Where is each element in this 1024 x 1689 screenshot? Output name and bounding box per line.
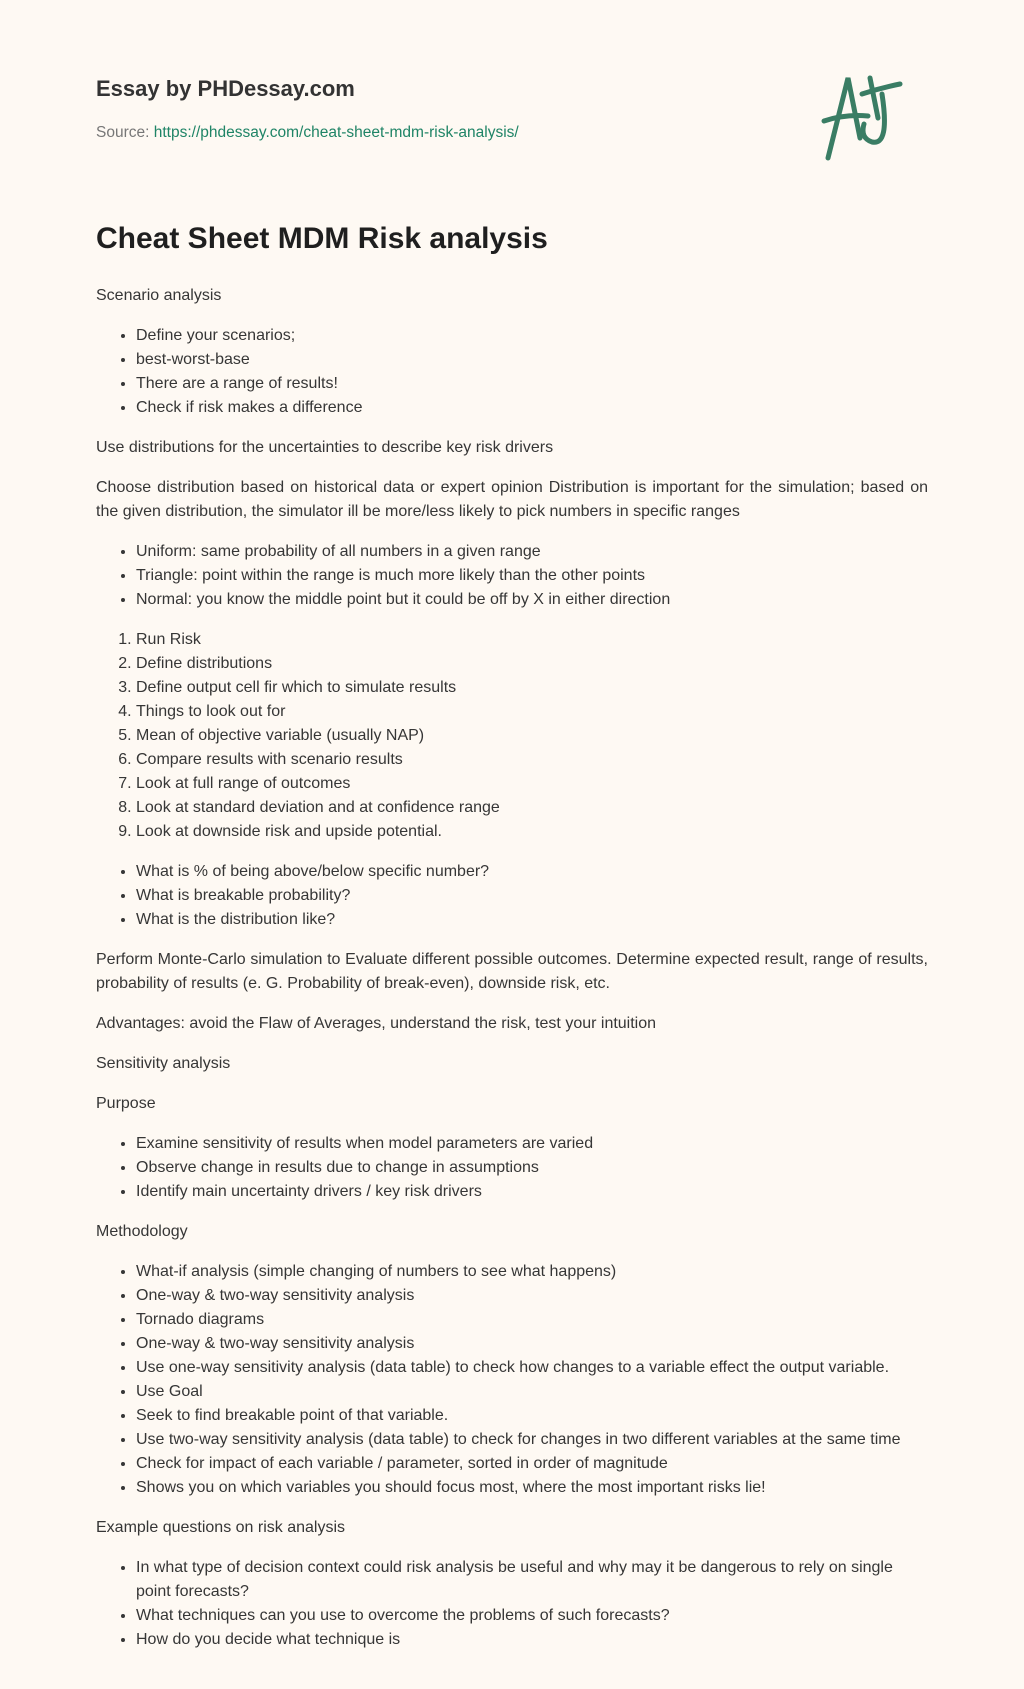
list-item: 3. Define output cell fir which to simulate results: [136, 676, 928, 700]
list-item: • Uniform: same probability of all numbers in a given range: [136, 540, 928, 564]
list-item: • Check for impact of each variable / parameter, sorted in order of magnitude: [136, 1452, 928, 1476]
page-header: [0, 0, 1024, 200]
list-item: • Check if risk makes a difference: [136, 396, 928, 420]
list-item: • What techniques can you use to overcome the problems of such forecasts?: [136, 1604, 928, 1628]
list-item: • Examine sensitivity of results when model parameters are varied: [136, 1132, 928, 1156]
list-item: • Triangle: point within the range is much more likely than the other points: [136, 564, 928, 588]
list-item: • One-way & two-way sensitivity analysis: [136, 1284, 928, 1308]
list-item: • There are a range of results!: [136, 372, 928, 396]
paragraph: Use distributions for the uncertainties to describe key risk drivers: [96, 439, 554, 456]
paragraph: Advantages: avoid the Flaw of Averages, understand the risk, test your intuition: [96, 1015, 657, 1032]
list-item: 9. Look at downside risk and upside potential.: [136, 820, 928, 844]
list-item: • Tornado diagrams: [136, 1308, 928, 1332]
source-link[interactable]: https://phdessay.com/cheat-sheet-mdm-risk-analysis/: [153, 124, 519, 141]
list-item: • Normal: you know the middle point but it could be off by X in either direction: [136, 588, 928, 612]
site-brand: Essay by PHDessay.com: [96, 76, 355, 101]
list-item: • Identify main uncertainty drivers / key risk drivers: [136, 1180, 928, 1204]
list-item: • Define your scenarios;: [136, 324, 928, 348]
paragraph: Perform Monte-Carlo simulation to Evaluate different possible outcomes. Determine expected result, range of results, probability of results (e. G. Probability of break-even), downside risk, etc.: [96, 951, 928, 992]
page-title: Cheat Sheet MDM Risk analysis: [96, 222, 548, 255]
list-item: 5. Mean of objective variable (usually NAP): [136, 724, 928, 748]
list-item: • What is breakable probability?: [136, 884, 928, 908]
list-item: • In what type of decision context could risk analysis be useful and why may it be dangerous to rely on single point forecasts?: [136, 1556, 928, 1604]
list-item: • What-if analysis (simple changing of numbers to see what happens): [136, 1260, 928, 1284]
list-item: • Use two-way sensitivity analysis (data table) to check for changes in two different variables at the same time: [136, 1428, 928, 1452]
list-item: • What is the distribution like?: [136, 908, 928, 932]
numbered-list: [96, 628, 928, 844]
list-item: • best-worst-base: [136, 348, 928, 372]
paragraph: Example questions on risk analysis: [96, 1519, 346, 1536]
source-line: [96, 124, 519, 142]
bullet-list: [96, 1556, 928, 1652]
list-item: • One-way & two-way sensitivity analysis: [136, 1332, 928, 1356]
list-item: • Use Goal: [136, 1380, 928, 1404]
paragraph: Choose distribution based on historical data or expert opinion Distribution is important for the simulation; based on the given distribution, the simulator ill be more/less likely to pick numbers in specific ranges: [96, 479, 928, 520]
bullet-list: [96, 540, 928, 612]
list-item: • What is % of being above/below specific number?: [136, 860, 928, 884]
list-item: • Use one-way sensitivity analysis (data table) to check how changes to a variable effect the output variable.: [136, 1356, 928, 1380]
list-item: 7. Look at full range of outcomes: [136, 772, 928, 796]
paragraph: Purpose: [96, 1095, 156, 1112]
bullet-list: [96, 1132, 928, 1204]
bullet-list: [96, 860, 928, 932]
list-item: 6. Compare results with scenario results: [136, 748, 928, 772]
essay-content: [96, 222, 928, 1668]
list-item: • Observe change in results due to change in assumptions: [136, 1156, 928, 1180]
list-item: 8. Look at standard deviation and at confidence range: [136, 796, 928, 820]
bullet-list: [96, 324, 928, 420]
list-item: • How do you decide what technique is: [136, 1628, 928, 1652]
paragraph: Methodology: [96, 1223, 188, 1240]
list-item: 2. Define distributions: [136, 652, 928, 676]
a-plus-logo-icon: [820, 66, 930, 166]
paragraph: Sensitivity analysis: [96, 1055, 231, 1072]
source-label: Source:: [96, 124, 154, 141]
list-item: 1. Run Risk: [136, 628, 928, 652]
paragraph: Scenario analysis: [96, 287, 222, 304]
list-item: 4. Things to look out for: [136, 700, 928, 724]
list-item: • Seek to find breakable point of that variable.: [136, 1404, 928, 1428]
bullet-list: [96, 1260, 928, 1500]
list-item: • Shows you on which variables you should focus most, where the most important risks lie!: [136, 1476, 928, 1500]
